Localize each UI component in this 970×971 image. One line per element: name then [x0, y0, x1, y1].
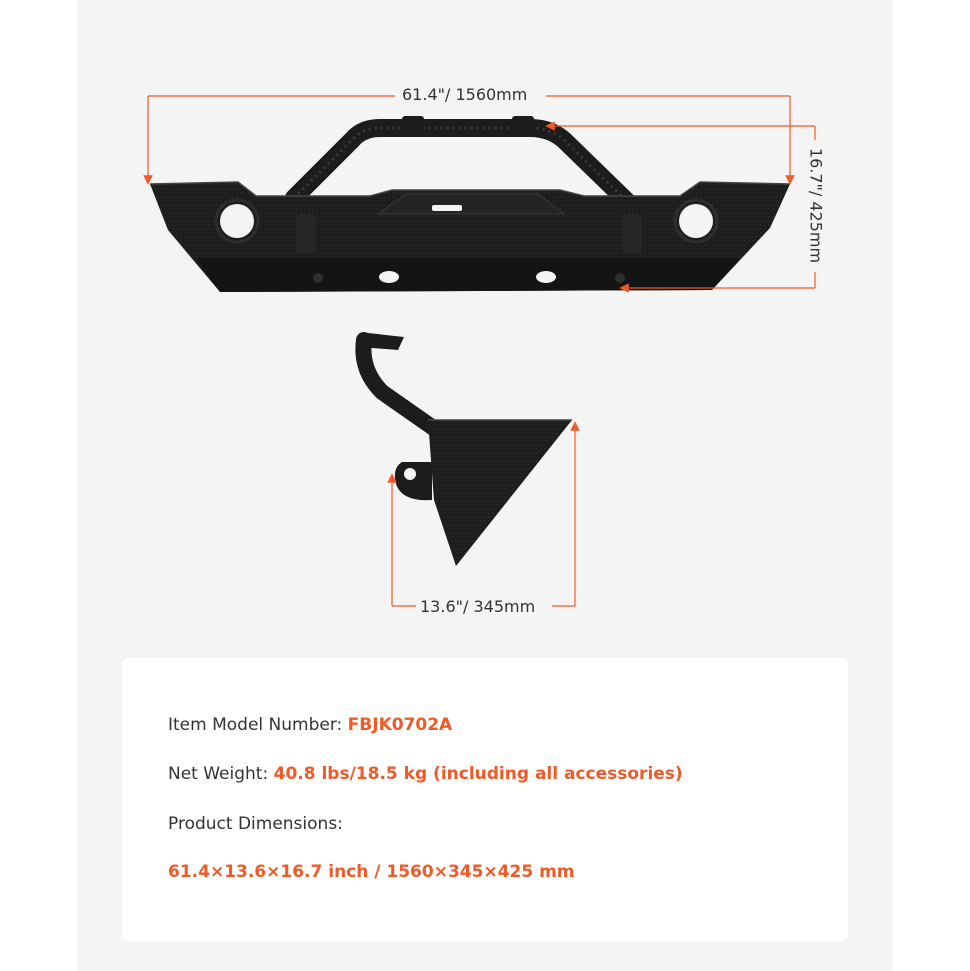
net-weight-value: 40.8 lbs/18.5 kg (including all accessories) [273, 764, 683, 784]
bumper-front-view [150, 116, 790, 292]
bumper-side-view [356, 333, 572, 566]
width-dimension-label: 61.4"/ 1560mm [402, 85, 528, 104]
model-number-value: FBJK0702A [347, 715, 453, 735]
spec-card [122, 658, 848, 941]
depth-dimension-label: 13.6"/ 345mm [420, 597, 536, 616]
product-dimensions-value: 61.4×13.6×16.7 inch / 1560×345×425 mm [168, 862, 575, 882]
product-dimensions-label: Product Dimensions: [168, 814, 343, 834]
net-weight-line [168, 764, 683, 784]
net-weight-label: Net Weight: [168, 764, 274, 784]
model-number-label: Item Model Number: [168, 715, 348, 735]
model-number-line [168, 715, 452, 735]
height-dimension-label: 16.7"/ 425mm [806, 147, 826, 264]
width-dimension-line [148, 96, 790, 180]
